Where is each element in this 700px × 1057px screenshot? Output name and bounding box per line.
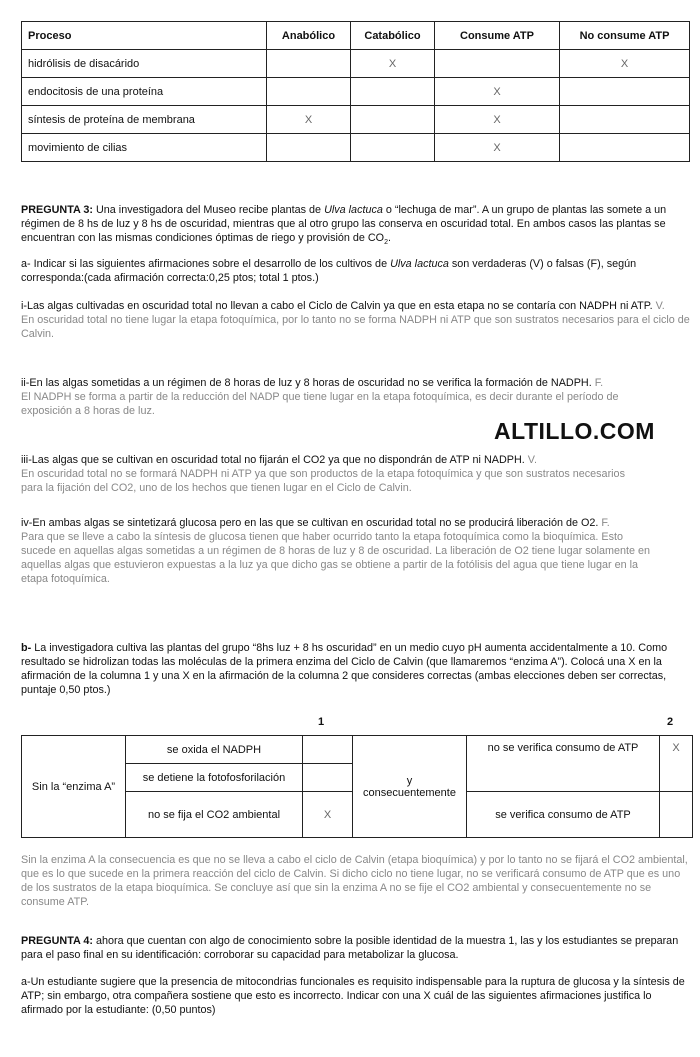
header-anabolico: Anabólico [267,22,351,50]
table-cell [351,106,435,134]
column-2-label: 2 [667,716,674,728]
header-catabolico: Catabólico [351,22,435,50]
table-row [22,78,690,106]
table-cell: X [435,78,560,106]
statement-explanation: En oscuridad total no tiene lugar la etapa fotoquímica, por lo tanto no se forma NADPH ni ATP que son sustratos necesarios para el ciclo de Calvin. [21,314,690,340]
col1-option-no-fija-co2: no se fija el CO2 ambiental [126,792,303,838]
col1-mark-box[interactable] [303,764,353,792]
question-3b-prompt: b- La investigadora cultiva las plantas del grupo “8hs luz + 8 hs oscuridad” en un medio cuyo pH aumenta accidentalmente a 10. Como resultado se hidrolizan todas las moléculas de la primera enzima del Ciclo de Calvin (que llamaremos “enzima A”). Colocá una X en la afirmación de la columna 1 y una X en la afirmación de la columna 2 que consideres correctas (ambas elecciones deben ser correctas, puntaje 0,50 ptos.) [21,642,668,696]
col1-mark-box[interactable] [303,736,353,764]
table-cell [560,134,690,162]
statement-explanation: Para que se lleve a cabo la síntesis de glucosa tienen que haber ocurrido tanto la etapa fotoquímica como la bioquímica. Esto sucede en aquellas algas sometidas a un régimen de 8 horas de luz y 8 de oscuridad. La liberación de O2 tiene lugar solamente en aquellas algas que estuvieron expuestas a la luz ya que dicho gas se obtiene a partir de la fotólisis del agua que tiene lugar en la etapa fotoquímica. [21,531,651,585]
col1-mark-box[interactable]: X [303,792,353,838]
column-1-label: 1 [318,716,325,728]
statement-iv [21,516,690,586]
row-header-enzyme-a: Sin la “enzima A” [22,736,126,838]
table-cell [435,50,560,78]
table-cell: X [351,50,435,78]
table-cell: X [435,134,560,162]
table-cell [267,78,351,106]
question-4-label: PREGUNTA 4: [21,935,93,947]
header-consume-atp: Consume ATP [435,22,560,50]
table-cell [351,134,435,162]
enzyme-a-table [21,735,693,838]
header-proceso: Proceso [22,22,267,50]
col2-option-consumo-atp: se verifica consumo de ATP [467,792,660,838]
question-4a-prompt: a-Un estudiante sugiere que la presencia de mitocondrias funcionales es requisito indispensable para la ruptura de glucosa y la síntesis de ATP; sin embargo, otra compañera sostiene que esto es incorrecto. Indicar con una X cuál de las siguientes afirmaciones justifica lo afirmado por la estudiante: (0,50 puntos) [21,976,685,1016]
question-3b-answer: Sin la enzima A la consecuencia es que no se lleva a cabo el ciclo de Calvin (etapa bioquímica) y por lo tanto no se fijará el CO2 ambiental, que es lo que sucede en la primera reacción del ciclo de Calvin. Si dicho ciclo no tiene lugar, no se verificará consumo de ATP que es uno de los sustratos de la etapa bioquímica. Se concluye así que sin la enzima A no se fije el CO2 ambiental y consecuentemente no se consume ATP. [21,854,688,908]
species-name: Ulva lactuca [324,204,383,216]
metabolism-table [21,21,690,162]
col2-mark-box[interactable] [660,792,693,838]
table-cell [560,78,690,106]
statement-answer: V. [527,454,537,466]
statement-ii [21,376,690,418]
table-cell [560,106,690,134]
col1-option-fotofosforilacion: se detiene la fotofosforilación [126,764,303,792]
statement-explanation: En oscuridad total no se formará NADPH ni ATP ya que son productos de la etapa fotoquímica y que son sustratos necesarios para la fijación del CO2, uno de los hechos que tienen lugar en el Ciclo de Calvin. [21,468,625,494]
statement-text: iii-Las algas que se cultivan en oscuridad total no fijarán el CO2 ya que no dispondrán de ATP ni NADPH. [21,454,525,466]
process-name: síntesis de proteína de membrana [22,106,267,134]
question-4-intro: PREGUNTA 4: ahora que cuentan con algo de conocimiento sobre la posible identidad de la muestra 1, las y los estudiantes se preparan para el paso final en su identificación: corroborar su capacidad para metabolizar la glucosa. [21,935,679,961]
table-row [22,736,693,764]
question-3a-prompt: a- Indicar si las siguientes afirmaciones sobre el desarrollo de los cultivos de Ulva lactuca son verdaderas (V) o falsas (F), según corresponda:(cada afirmación correcta:0,25 ptos; total 1 ptos.) [21,258,637,284]
table-cell [267,50,351,78]
statement-text: ii-En las algas sometidas a un régimen de 8 horas de luz y 8 horas de oscuridad no se verifica la formación de NADPH. [21,377,592,389]
process-name: endocitosis de una proteína [22,78,267,106]
col2-mark-box[interactable]: X [660,736,693,792]
statement-explanation: El NADPH se forma a partir de la reducción del NADP que tiene lugar en la etapa fotoquímica, es decir durante el período de exposición a 8 horas de luz. [21,391,619,417]
process-name: hidrólisis de disacárido [22,50,267,78]
table-row [22,134,690,162]
header-no-consume-atp: No consume ATP [560,22,690,50]
statement-answer: F. [601,517,610,529]
table-header-row [22,22,690,50]
statement-text: iv-En ambas algas se sintetizará glucosa pero en las que se cultivan en oscuridad total no se producirá liberación de O2. [21,517,599,529]
question-3-intro: PREGUNTA 3: Una investigadora del Museo recibe plantas de Ulva lactuca o “lechuga de mar”. A un grupo de plantas las somete a un régimen de 8 hs de luz y 8 hs de oscuridad, mientras que al otro grupo las conserva en oscuridad total. En ambos casos las plantas se encuentran con las mismas condiciones óptimas de riego y provisión de $CO_2$. [21,204,667,247]
table-cell: X [435,106,560,134]
table-row [22,106,690,134]
connector-text: y consecuentemente [353,736,467,838]
process-name: movimiento de cilias [22,134,267,162]
altillo-watermark: ALTILLO.COM [494,418,655,444]
table-cell: X [267,106,351,134]
species-name: Ulva lactuca [390,258,449,270]
statement-answer: V. [655,300,665,312]
question-3-label: PREGUNTA 3: [21,204,93,216]
statement-iii [21,453,690,495]
table-cell [267,134,351,162]
statement-answer: F. [594,377,604,389]
col1-option-oxida-nadph: se oxida el NADPH [126,736,303,764]
table-row [22,50,690,78]
statement-i [21,299,690,341]
col2-option-no-consumo-atp: no se verifica consumo de ATP [467,736,660,792]
table-cell [351,78,435,106]
table-cell: X [560,50,690,78]
question-3b-label: b- [21,642,32,654]
statement-text: i-Las algas cultivadas en oscuridad total no llevan a cabo el Ciclo de Calvin ya que en esta etapa no se contaría con NADPH ni ATP. [21,300,653,312]
